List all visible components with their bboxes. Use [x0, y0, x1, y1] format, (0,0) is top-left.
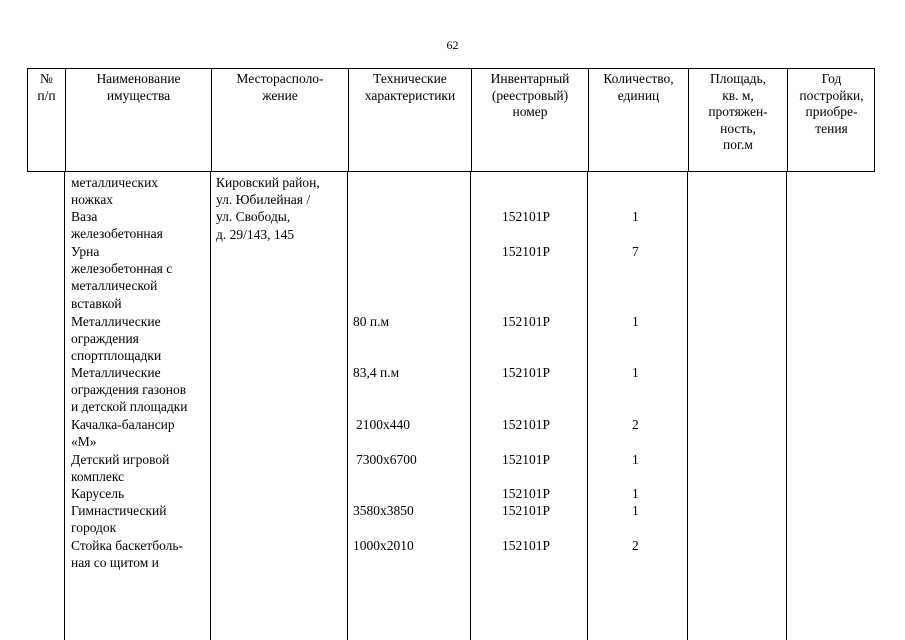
row-name: металлических ножках — [71, 175, 159, 208]
row-inventory: 152101Р — [502, 417, 551, 432]
row-quantity: 2 — [632, 417, 639, 432]
row-quantity: 1 — [632, 314, 639, 329]
row-tech: 83,4 п.м — [353, 365, 400, 380]
row-name: Стойка баскетболь- ная со щитом и — [71, 538, 184, 571]
header-area: Площадь, кв. м, протяжен- ность, пог.м — [708, 71, 768, 152]
column-divider-6 — [687, 172, 688, 640]
column-divider-7 — [786, 172, 787, 640]
row-inventory: 152101Р — [502, 486, 551, 501]
row-inventory: 152101Р — [502, 314, 551, 329]
header-number: № п/п — [37, 71, 56, 103]
header-cell-location — [211, 69, 348, 171]
row-name: Гимнастический городок — [71, 503, 167, 536]
column-divider-5 — [587, 172, 588, 640]
row-quantity: 1 — [632, 452, 639, 467]
row-inventory: 152101Р — [502, 452, 551, 467]
row-inventory: 152101Р — [502, 209, 551, 224]
row-name: Детский игровой комплекс — [71, 452, 170, 485]
row-inventory: 152101Р — [502, 538, 551, 553]
header-year: Год постройки, приобре- тения — [799, 71, 864, 136]
header-tech: Технические характеристики — [364, 71, 456, 103]
row-inventory: 152101Р — [502, 365, 551, 380]
row-name: Карусель — [71, 486, 125, 501]
column-divider-2 — [210, 172, 211, 640]
row-quantity: 7 — [632, 244, 639, 259]
row-quantity: 1 — [632, 486, 639, 501]
row-quantity: 1 — [632, 503, 639, 518]
row-inventory: 152101Р — [502, 503, 551, 518]
header-quantity: Количество, единиц — [603, 71, 674, 103]
row-quantity: 1 — [632, 209, 639, 224]
header-cell-area — [688, 69, 787, 171]
header-cell-quantity — [588, 69, 688, 171]
header-cell-inventory — [471, 69, 588, 171]
row-quantity: 1 — [632, 365, 639, 380]
row-name: Урна железобетонная с металлической вставкой — [71, 244, 173, 311]
header-location: Месторасполо- жение — [236, 71, 324, 103]
row-location: Кировский район, ул. Юбилейная / ул. Свободы, д. 29/143, 145 — [216, 175, 320, 242]
header-cell-tech — [348, 69, 471, 171]
header-cell-name — [65, 69, 211, 171]
row-inventory: 152101Р — [502, 244, 551, 259]
row-name: Ваза железобетонная — [71, 209, 163, 242]
header-name: Наименование имущества — [96, 71, 181, 103]
row-tech: 2100х440 — [356, 417, 410, 432]
row-name: Металлические ограждения газонов и детской площадки — [71, 365, 188, 415]
row-name: Качалка-балансир «М» — [71, 417, 175, 450]
column-divider-1 — [64, 172, 65, 640]
row-tech: 1000х2010 — [353, 538, 414, 553]
column-divider-3 — [347, 172, 348, 640]
column-divider-4 — [470, 172, 471, 640]
table-header — [27, 68, 875, 172]
row-tech: 7300х6700 — [356, 452, 417, 467]
row-name: Металлические ограждения спортплощадки — [71, 314, 162, 364]
header-cell-number — [28, 69, 65, 171]
page-number: 62 — [446, 38, 459, 52]
header-inventory: Инвентарный (реестровый) номер — [490, 71, 570, 119]
header-cell-year — [787, 69, 875, 171]
row-tech: 3580х3850 — [353, 503, 414, 518]
row-quantity: 2 — [632, 538, 639, 553]
row-tech: 80 п.м — [353, 314, 390, 329]
